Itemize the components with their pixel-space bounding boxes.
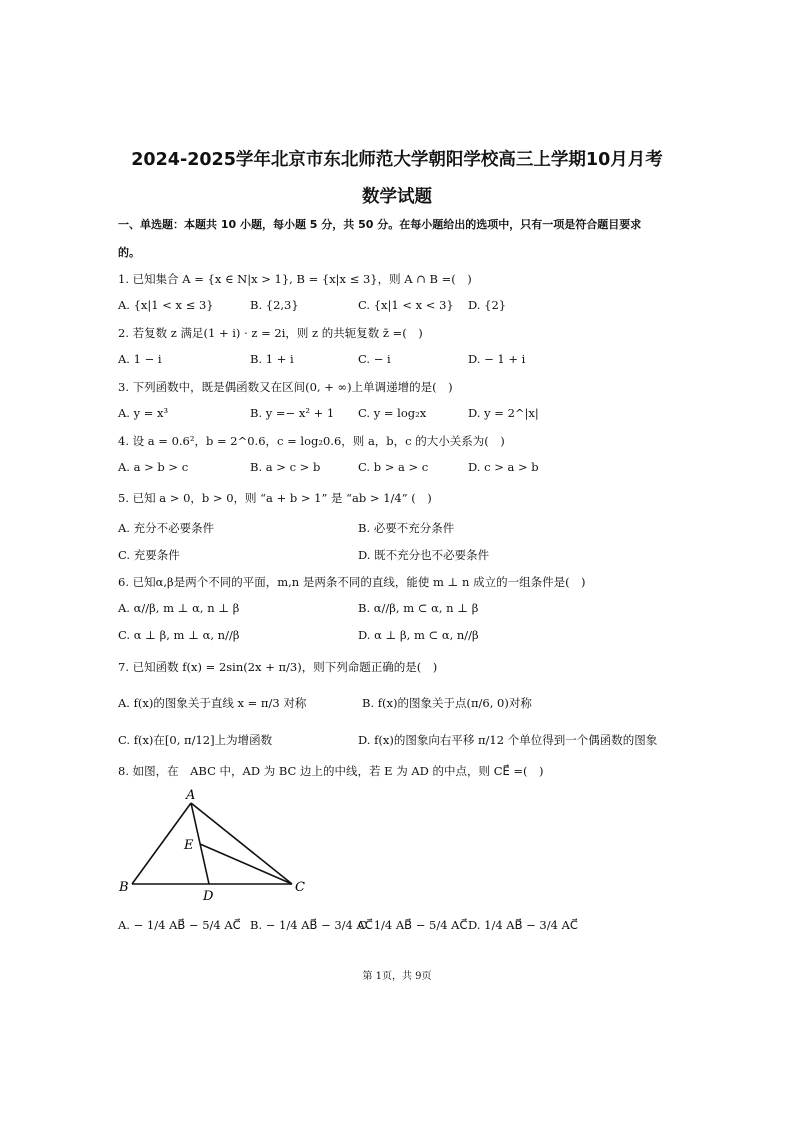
section-heading-cont: 的。	[118, 246, 140, 259]
label-d: D	[203, 889, 214, 904]
q7-option-c: C. f(x)在[0, π/12]上为增函数	[118, 733, 273, 747]
q5-option-c: C. 充要条件	[118, 548, 180, 562]
q1-option-a: A. {x|1 < x ≤ 3}	[118, 298, 214, 312]
q7-option-d: D. f(x)的图象向右平移 π/12 个单位得到一个偶函数的图象	[358, 733, 658, 747]
question-2: 2. 若复数 z 满足(1 + i) · z = 2i，则 z 的共轭复数 z̄ =( )	[118, 326, 423, 340]
segment-ce	[200, 844, 292, 884]
q7-option-a: A. f(x)的图象关于直线 x = π/3 对称	[118, 696, 307, 710]
question-5: 5. 已知 a > 0，b > 0，则 “a + b > 1” 是 “ab > 1/4” ( )	[118, 491, 432, 505]
q2-option-d: D. − 1 + i	[468, 352, 526, 366]
q6-option-c: C. α ⊥ β, m ⊥ α, n//β	[118, 628, 240, 642]
question-4: 4. 设 a = 0.6²，b = 2^0.6，c = log₂0.6，则 a，b，c 的大小关系为( )	[118, 434, 505, 448]
q2-option-c: C. − i	[358, 352, 391, 366]
q8-option-d: D. 1/4 AB⃗ − 3/4 AC⃗	[468, 918, 578, 932]
exam-subtitle: 数学试题	[362, 187, 432, 207]
label-a: A	[186, 788, 196, 803]
q7-option-b: B. f(x)的图象关于点(π/6, 0)对称	[362, 696, 532, 710]
q5-option-d: D. 既不充分也不必要条件	[358, 548, 490, 562]
q4-option-d: D. c > a > b	[468, 460, 539, 474]
q3-option-a: A. y = x³	[118, 406, 169, 420]
q1-option-c: C. {x|1 < x < 3}	[358, 298, 454, 312]
section-heading: 一、单选题：本题共 10 小题，每小题 5 分，共 50 分。在每小题给出的选项中，只有一项是符合题目要求	[118, 218, 642, 231]
q3-option-c: C. y = log₂x	[358, 406, 427, 420]
q4-option-a: A. a > b > c	[118, 460, 189, 474]
q8-option-a: A. − 1/4 AB⃗ − 5/4 AC⃗	[118, 918, 241, 932]
label-e: E	[184, 838, 194, 853]
q6-option-a: A. α//β, m ⊥ α, n ⊥ β	[118, 601, 240, 615]
q1-option-d: D. {2}	[468, 298, 507, 312]
page-footer: 第 1页，共 9页	[362, 971, 432, 982]
question-6: 6. 已知α,β是两个不同的平面，m,n 是两条不同的直线，能使 m ⊥ n 成立的一组条件是( )	[118, 575, 586, 589]
q6-option-d: D. α ⊥ β, m ⊂ α, n//β	[358, 628, 479, 642]
q3-option-d: D. y = 2^|x|	[468, 406, 539, 420]
q2-option-b: B. 1 + i	[250, 352, 294, 366]
q1-option-b: B. {2,3}	[250, 298, 299, 312]
q5-option-a: A. 充分不必要条件	[118, 521, 215, 535]
question-1: 1. 已知集合 A = {x ∈ N|x > 1}, B = {x|x ≤ 3}，则 A ∩ B =( )	[118, 272, 472, 286]
q3-option-b: B. y =− x² + 1	[250, 406, 335, 420]
q8-option-b: B. − 1/4 AB⃗ − 3/4 AC⃗	[250, 918, 373, 932]
question-3: 3. 下列函数中，既是偶函数又在区间(0, + ∞)上单调递增的是( )	[118, 380, 453, 394]
label-c: C	[295, 880, 305, 895]
q5-option-b: B. 必要不充分条件	[358, 521, 455, 535]
triangle-figure	[110, 782, 320, 907]
q4-option-b: B. a > c > b	[250, 460, 321, 474]
q6-option-b: B. α//β, m ⊂ α, n ⊥ β	[358, 601, 479, 615]
side-ab	[132, 803, 191, 884]
question-8: 8. 如图，在 ABC 中，AD 为 BC 边上的中线，若 E 为 AD 的中点，则 CE⃗ =( )	[118, 764, 544, 778]
exam-title: 2024-2025学年北京市东北师范大学朝阳学校高三上学期10月月考	[131, 150, 663, 170]
q2-option-a: A. 1 − i	[118, 352, 162, 366]
q4-option-c: C. b > a > c	[358, 460, 429, 474]
label-b: B	[119, 880, 129, 895]
q8-option-c: C. 1/4 AB⃗ − 5/4 AC⃗	[358, 918, 468, 932]
question-7: 7. 已知函数 f(x) = 2sin(2x + π/3)，则下列命题正确的是( )	[118, 660, 438, 674]
